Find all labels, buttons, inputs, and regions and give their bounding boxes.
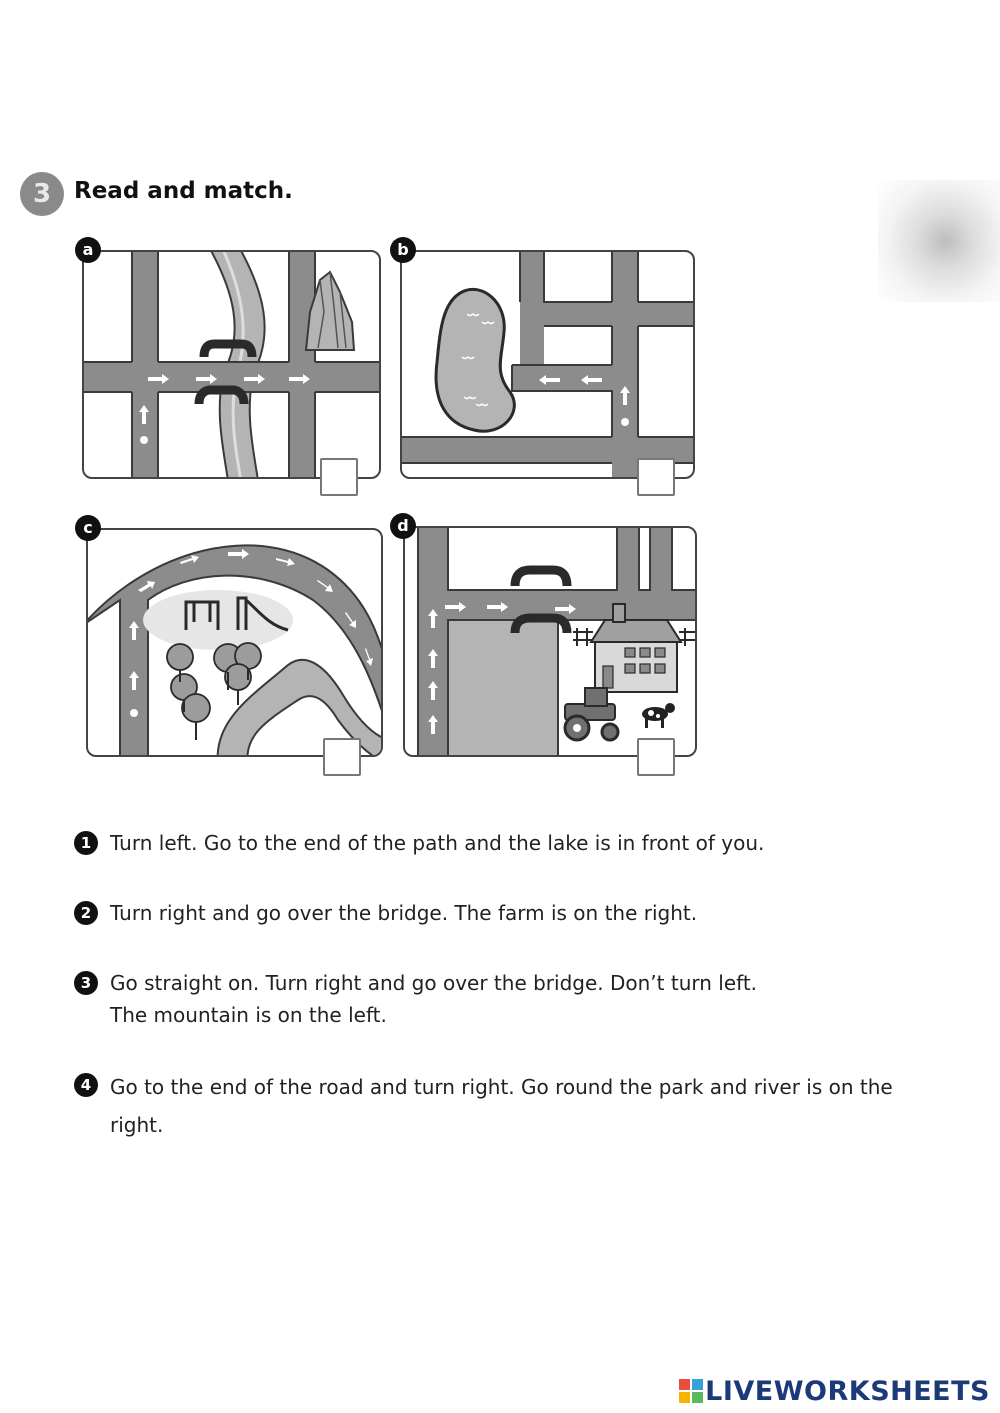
- question-text-2: [110, 897, 697, 929]
- brand-text: LIVEWORKSHEETS: [705, 1376, 990, 1407]
- question-text-4: [110, 1068, 893, 1144]
- question-4-line-2: right.: [110, 1113, 164, 1137]
- map-panel-d: [403, 526, 697, 757]
- answer-box-a[interactable]: [320, 458, 358, 496]
- question-1-line-1: Turn left. Go to the end of the path and the lake is in front of you.: [110, 831, 765, 855]
- map-d-illustration: [405, 528, 695, 755]
- panel-label-c: c: [75, 515, 101, 541]
- panel-label-d: d: [390, 513, 416, 539]
- map-panel-c: [86, 528, 383, 757]
- question-4-line-1: Go to the end of the road and turn right. Go round the park and river is on the: [110, 1075, 893, 1099]
- question-number-4: 4: [74, 1073, 98, 1097]
- map-panel-a: [82, 250, 381, 479]
- question-3-line-2: The mountain is on the left.: [110, 1003, 387, 1027]
- panel-label-a: a: [75, 237, 101, 263]
- answer-box-d[interactable]: [637, 738, 675, 776]
- question-number-2: 2: [74, 901, 98, 925]
- question-text-1: [110, 827, 764, 859]
- panel-label-b: b: [390, 237, 416, 263]
- question-number-3: 3: [74, 971, 98, 995]
- exercise-title: Read and match.: [74, 178, 293, 204]
- answer-box-c[interactable]: [323, 738, 361, 776]
- question-text-3: [110, 967, 757, 1031]
- map-c-illustration: [88, 530, 381, 755]
- question-number-1: 1: [74, 831, 98, 855]
- question-2-line-1: Turn right and go over the bridge. The farm is on the right.: [110, 901, 698, 925]
- map-b-illustration: [402, 252, 693, 477]
- liveworksheets-brand: [679, 1376, 990, 1407]
- map-a-illustration: [84, 252, 379, 477]
- map-panel-b: [400, 250, 695, 479]
- blurred-image-artifact: [878, 180, 1000, 302]
- question-3-line-1: Go straight on. Turn right and go over the bridge. Don’t turn left.: [110, 971, 758, 995]
- answer-box-b[interactable]: [637, 458, 675, 496]
- liveworksheets-logo-icon: [679, 1379, 703, 1403]
- exercise-number-badge: 3: [20, 172, 64, 216]
